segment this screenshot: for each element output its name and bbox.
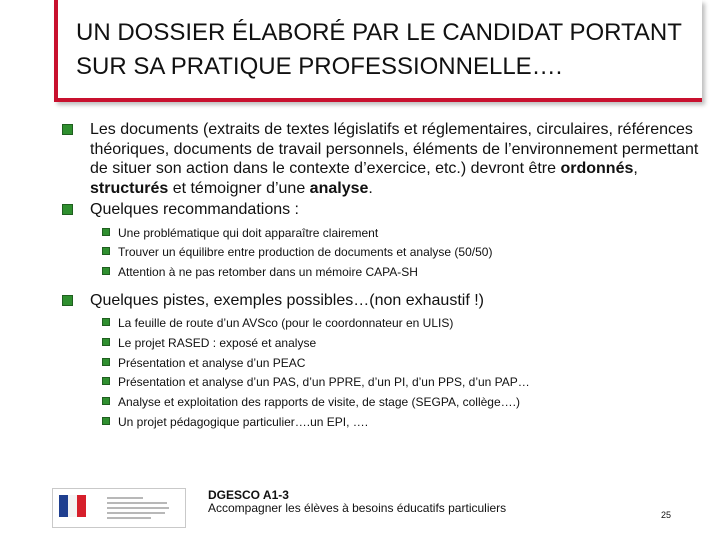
separator-text: ,	[633, 160, 638, 177]
list-item-text: Présentation et analyse d’un PEAC	[118, 355, 306, 370]
list-item-text: Le projet RASED : exposé et analyse	[118, 335, 317, 350]
list-item	[102, 263, 702, 283]
logo-text-line	[107, 512, 165, 514]
checkbox-bullet-icon	[62, 124, 73, 135]
checkbox-bullet-icon	[102, 397, 110, 405]
title-frame	[54, 0, 702, 102]
pistes-bullet	[62, 291, 702, 311]
checkbox-bullet-icon	[102, 318, 110, 326]
logo-text-line	[107, 502, 167, 504]
recommendations-heading: Quelques recommandations :	[90, 201, 299, 218]
documents-text-cont: et témoigner d’une	[168, 179, 310, 197]
checkbox-bullet-icon	[102, 358, 110, 366]
checkbox-bullet-icon	[102, 377, 110, 385]
logo-text-line	[107, 497, 143, 499]
list-item	[102, 373, 702, 393]
logo-text-line	[107, 507, 169, 509]
slide-body	[62, 120, 702, 440]
list-item	[102, 393, 702, 413]
checkbox-bullet-icon	[102, 338, 110, 346]
footer-line-2: Accompagner les élèves à besoins éducatifs particuliers	[208, 501, 507, 515]
list-item	[102, 243, 702, 263]
documents-bullet	[62, 120, 702, 198]
checkbox-bullet-icon	[62, 295, 73, 306]
page-number: 25	[661, 510, 672, 520]
footer-line-1: DGESCO A1-3	[208, 488, 289, 502]
checkbox-bullet-icon	[62, 204, 73, 215]
footer-text	[208, 489, 506, 515]
recommendations-list	[102, 224, 702, 283]
pistes-list	[102, 314, 702, 432]
list-item-text: Un projet pédagogique particulier….un EPI, ….	[118, 414, 369, 429]
list-item	[102, 354, 702, 374]
list-item-text: Analyse et exploitation des rapports de visite, de stage (SEGPA, collège….)	[118, 394, 520, 409]
keyword-analyse: analyse	[309, 179, 369, 197]
slide-title: UN DOSSIER ÉLABORÉ PAR LE CANDIDAT PORTANT SUR SA PRATIQUE PROFESSIONNELLE….	[76, 19, 682, 80]
keyword-ordonnes: ordonnés	[560, 160, 634, 177]
checkbox-bullet-icon	[102, 267, 110, 275]
flag-red-stripe	[77, 495, 86, 517]
list-item-text: Présentation et analyse d’un PAS, d’un PPRE, d’un PI, d’un PPS, d’un PAP…	[118, 375, 530, 390]
list-item-text: Une problématique qui doit apparaître clairement	[118, 225, 379, 240]
keyword-structures: structurés	[90, 179, 169, 197]
recommendations-bullet	[62, 200, 702, 220]
period-text: .	[368, 179, 373, 197]
list-item	[102, 314, 702, 334]
list-item-text: La feuille de route d’un AVSco (pour le coordonnateur en ULIS)	[118, 316, 454, 331]
documents-text: Les documents (extraits de textes législatifs et réglementaires, circulaires, références théoriques, documents de travail personnels, éléments de l’environnement permettant de situer son action dans le contexte d’exercice, etc.) devront être	[90, 121, 699, 177]
ministry-logo	[52, 488, 186, 528]
flag-white-stripe	[68, 495, 77, 517]
list-item	[102, 413, 702, 433]
logo-text-line	[107, 517, 151, 519]
list-item-text: Trouver un équilibre entre production de documents et analyse (50/50)	[118, 245, 493, 260]
flag-blue-stripe	[59, 495, 68, 517]
pistes-heading: Quelques pistes, exemples possibles…(non exhaustif !)	[90, 291, 484, 309]
list-item	[102, 224, 702, 244]
checkbox-bullet-icon	[102, 247, 110, 255]
list-item-text: Attention à ne pas retomber dans un mémoire CAPA-SH	[118, 264, 418, 279]
list-item	[102, 334, 702, 354]
checkbox-bullet-icon	[102, 228, 110, 236]
checkbox-bullet-icon	[102, 417, 110, 425]
